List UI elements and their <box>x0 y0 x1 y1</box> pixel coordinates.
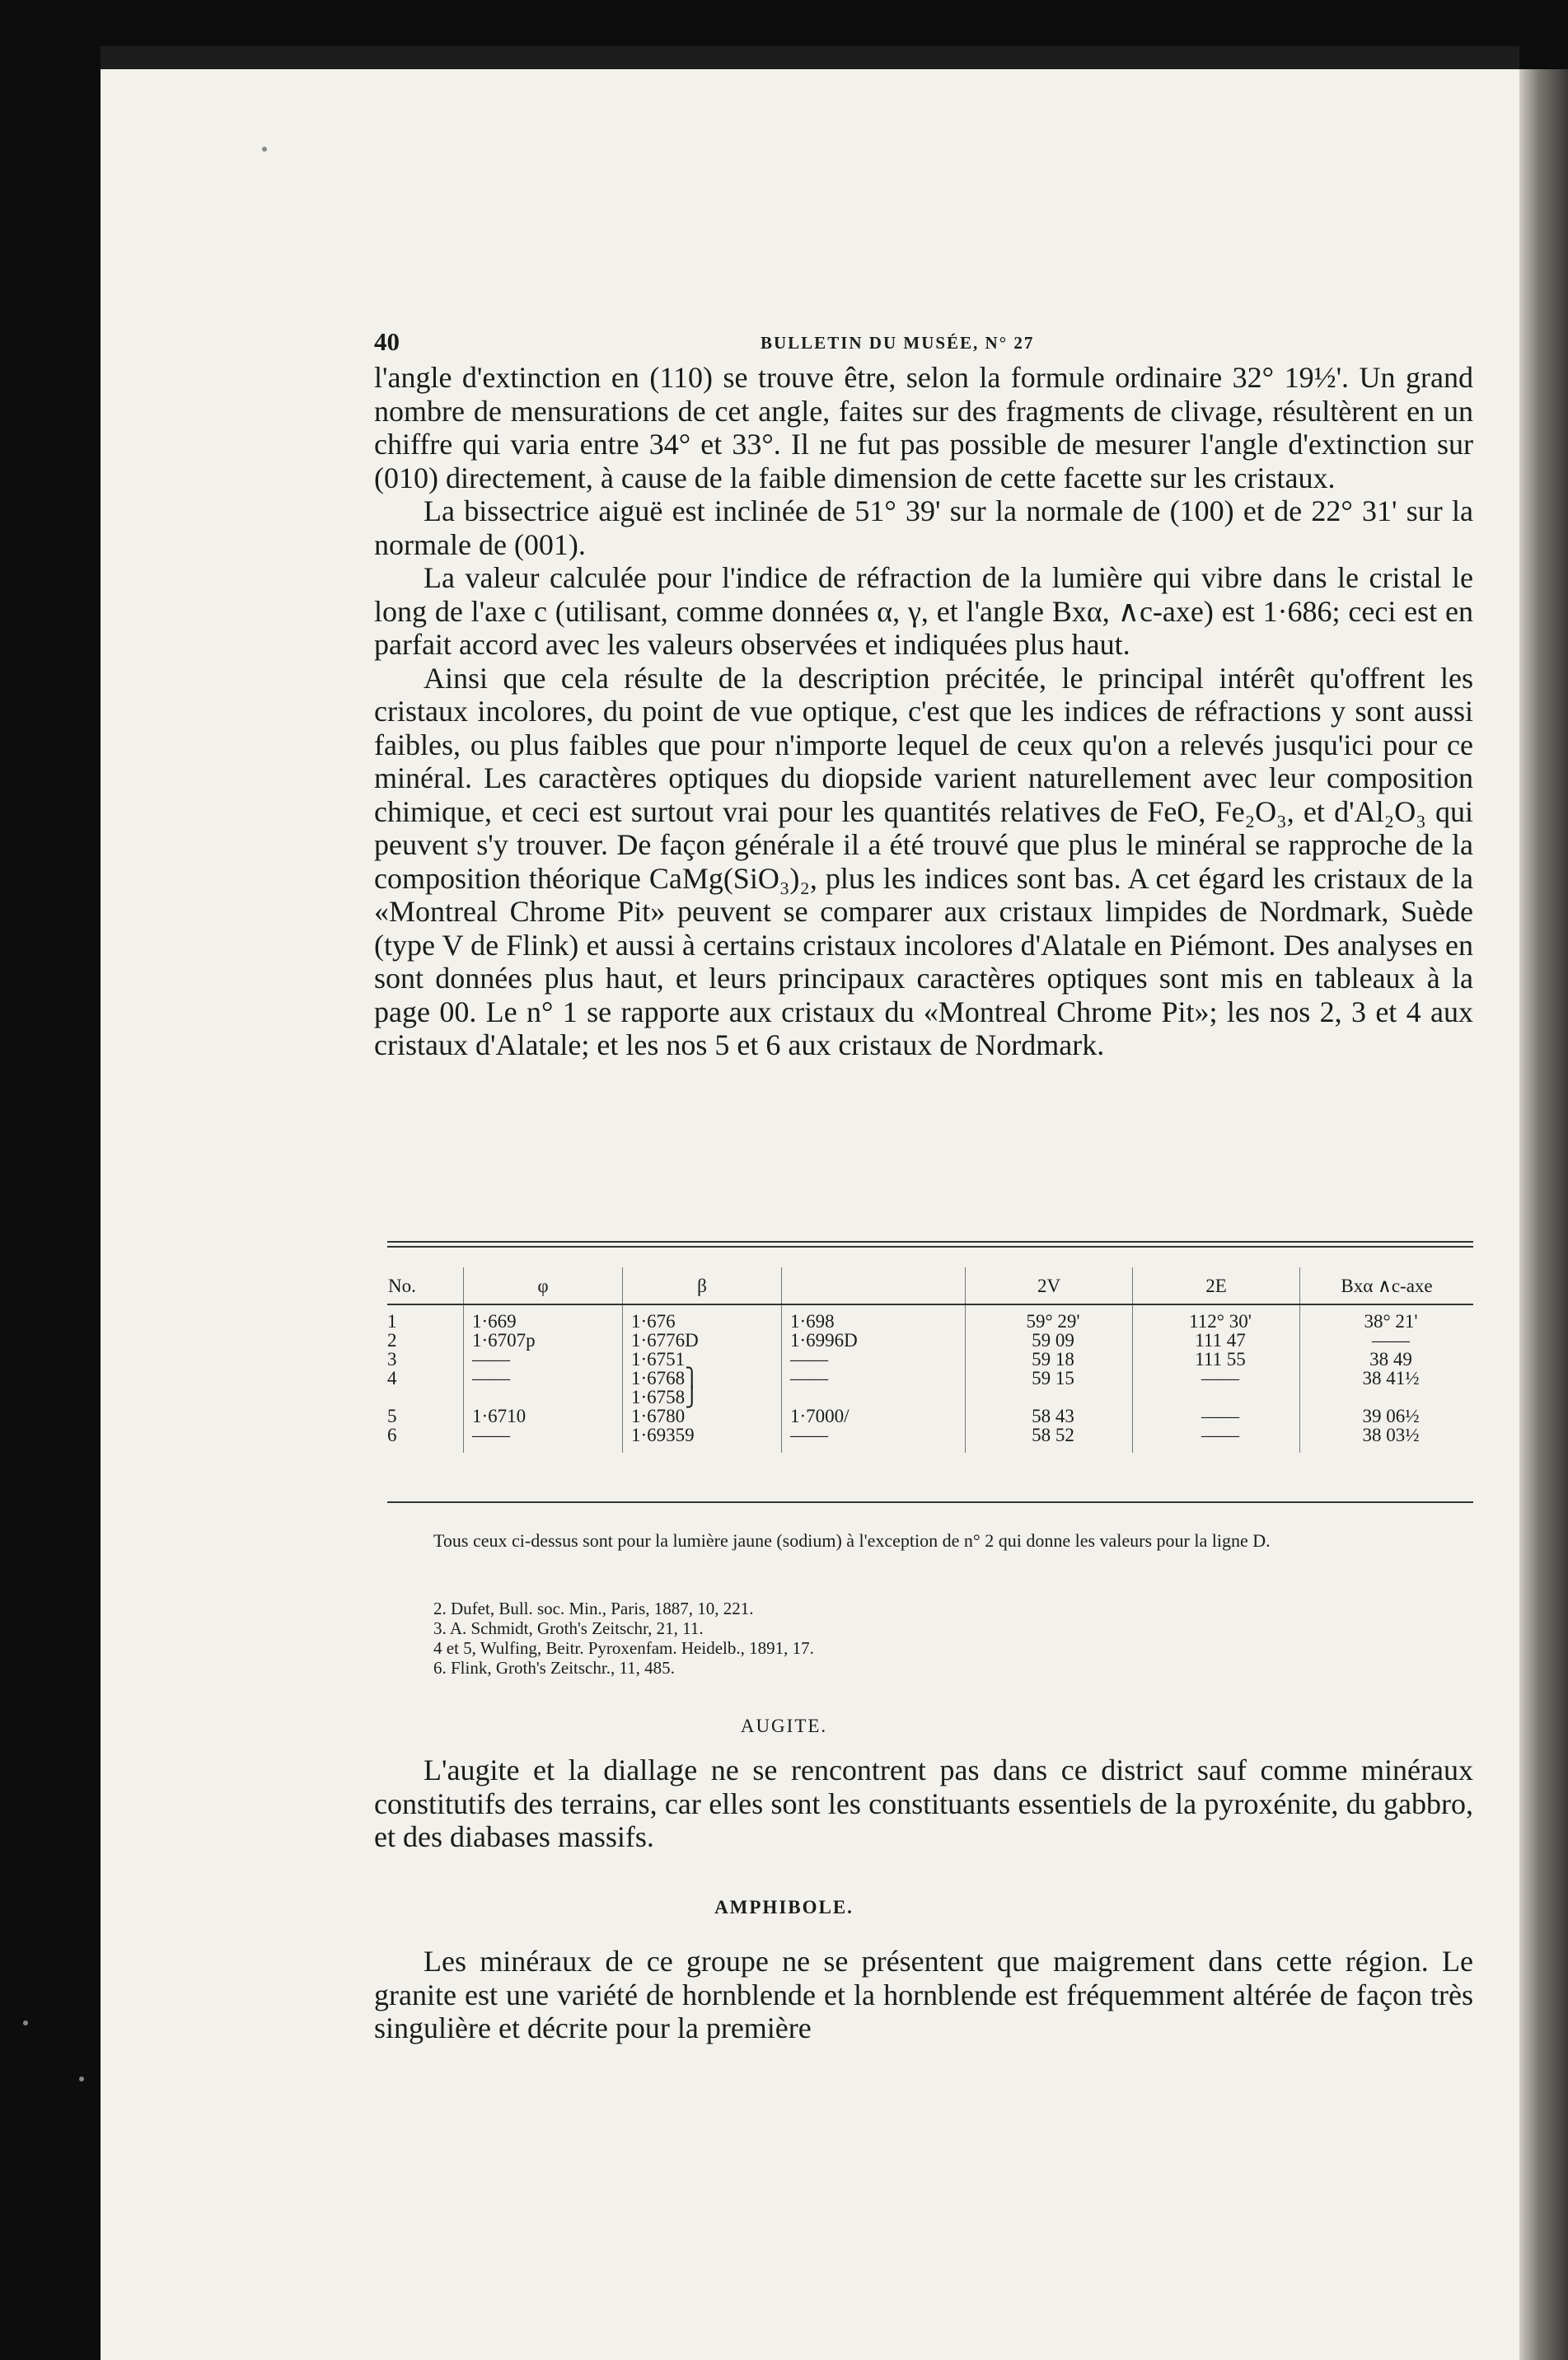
table-cell: 1·669 <box>464 1304 623 1331</box>
table-cell: —— <box>782 1369 966 1388</box>
scan-speck <box>79 2077 84 2081</box>
page-number: 40 <box>374 327 400 356</box>
section-heading-augite: AUGITE. <box>740 1716 828 1736</box>
table-cell: —— <box>1133 1426 1300 1453</box>
running-head: BULLETIN DU MUSÉE, N° 27 <box>761 333 1035 353</box>
table-cell: —— <box>464 1350 623 1369</box>
reference-item: 2. Dufet, Bull. soc. Min., Paris, 1887, 10, 221. <box>433 1599 754 1618</box>
table-footnote: Tous ceux ci-dessus sont pour la lumière jaune (sodium) à l'exception de n° 2 qui donne les valeurs pour la ligne D. <box>433 1530 1271 1551</box>
section-heading-amphibole: AMPHIBOLE. <box>714 1897 854 1918</box>
table-row <box>387 1331 1473 1350</box>
table-cell: 39 06½ <box>1300 1407 1474 1426</box>
table-row <box>387 1388 1473 1407</box>
table-cell: 59 18 <box>966 1350 1133 1369</box>
table-bottom-rule <box>387 1501 1473 1503</box>
body-text <box>374 361 1473 1062</box>
table-cell: —— <box>782 1350 966 1369</box>
table-cell: 1·6776D <box>623 1331 782 1350</box>
scan-top-border <box>101 46 1519 69</box>
table-row <box>387 1350 1473 1369</box>
table-cell: 58 43 <box>966 1407 1133 1426</box>
optical-data-table <box>387 1267 1473 1453</box>
paragraph: L'augite et la diallage ne se rencontrent pas dans ce district sauf comme minéraux constitutifs des terrains, car elles sont les constituants essentiels de la pyroxénite, du gabbro, et des diabases massifs. <box>374 1754 1473 1853</box>
column-header: 2E <box>1133 1267 1300 1304</box>
column-header: φ <box>464 1267 623 1304</box>
table-cell <box>387 1388 464 1407</box>
table-cell <box>1133 1388 1300 1407</box>
table-cell: 59 09 <box>966 1331 1133 1350</box>
table-header-row <box>387 1267 1473 1304</box>
table-cell: 1 <box>387 1311 397 1332</box>
table-cell: 59 15 <box>966 1369 1133 1388</box>
table-cell <box>782 1388 966 1407</box>
paragraph: La valeur calculée pour l'indice de réfraction de la lumière qui vibre dans le cristal le long de l'axe c (utilisant, comme données α, γ, et l'angle Bxα, ∧c-axe) est 1·686; ceci est en parfait accord avec les valeurs observées et indiquées plus haut. <box>374 561 1473 661</box>
table-cell: 111 47 <box>1133 1331 1300 1350</box>
table-cell: 6 <box>387 1425 397 1445</box>
table-row <box>387 1407 1473 1426</box>
table-cell: 111 55 <box>1133 1350 1300 1369</box>
scan-speck <box>262 147 267 152</box>
table-cell: 1·6751 <box>623 1350 782 1369</box>
table-cell: 1·69359 <box>623 1426 782 1453</box>
scan-speck <box>23 2021 28 2025</box>
reference-list <box>433 1599 814 1678</box>
column-header: 2V <box>966 1267 1133 1304</box>
table-row <box>387 1426 1473 1453</box>
table-row <box>387 1369 1473 1388</box>
table-cell: 3 <box>387 1349 397 1370</box>
table-top-rule <box>387 1241 1473 1243</box>
table-cell: 38 41½ <box>1300 1369 1474 1388</box>
reference-item: 6. Flink, Groth's Zeitschr., 11, 485. <box>433 1658 675 1678</box>
column-header: No. <box>387 1267 464 1304</box>
table-cell: —— <box>1300 1331 1474 1350</box>
paragraph: l'angle d'extinction en (110) se trouve être, selon la formule ordinaire 32° 19½'. Un grand nombre de mensurations de cet angle, faites sur des fragments de clivage, résultèrent en un chiffre qui varia entre 34° et 33°. Il ne fut pas possible de mesurer l'angle d'extinction sur (010) directement, à cause de la faible dimension de cette facette sur les cristaux. <box>374 361 1473 494</box>
table-cell <box>1300 1388 1474 1407</box>
section-body-amphibole <box>374 1945 1473 2045</box>
table-cell: —— <box>782 1426 966 1453</box>
column-header: Bxα ∧c-axe <box>1300 1267 1474 1304</box>
table-cell: 38 03½ <box>1300 1426 1474 1453</box>
table-cell: 2 <box>387 1330 397 1351</box>
table-cell: —— <box>1133 1407 1300 1426</box>
table-cell: 1·6710 <box>464 1407 623 1426</box>
column-header: β <box>623 1267 782 1304</box>
table-cell: 1·6996D <box>782 1331 966 1350</box>
column-header <box>782 1267 966 1304</box>
table-cell: 38° 21' <box>1300 1304 1474 1331</box>
table-cell: 1·6758⎭ <box>623 1388 782 1407</box>
table-cell: 58 52 <box>966 1426 1133 1453</box>
table-cell: —— <box>1133 1369 1300 1388</box>
reference-item: 4 et 5, Wulfing, Beitr. Pyroxenfam. Heidelb., 1891, 17. <box>433 1638 814 1658</box>
table-cell: 38 49 <box>1300 1350 1474 1369</box>
paragraph: Ainsi que cela résulte de la description précitée, le principal intérêt qu'offrent les cristaux incolores, du point de vue optique, c'est que les indices de réfractions y sont aussi faibles, ou plus faibles que pour n'importe lequel de ceux qu'on a relevés jusqu'ici pour ce minéral. Les caractères optiques du diopside varient naturellement avec leur composition chimique, et ceci est surtout vrai pour les quantités relatives de FeO, Fe₂O₃, et d'Al₂O₃ qui peuvent s'y trouver. De façon générale il a été trouvé que plus le minéral se rapproche de la composition théorique CaMg(SiO₃)₂, plus les indices sont bas. A cet égard les cristaux de la «Montreal Chrome Pit» peuvent se comparer aux cristaux limpides de Nordmark, Suède (type V de Flink) et aussi à certains cristaux incolores d'Alatale en Piémont. Des analyses en sont données plus haut, et leurs principaux caractères optiques sont mis en tableaux à la page 00. Le n° 1 se rapporte aux cristaux du «Montreal Chrome Pit»; les nos 2, 3 et 4 aux cristaux d'Alatale; et les nos 5 et 6 aux cristaux de Nordmark. <box>374 661 1473 1061</box>
table-cell: 5 <box>387 1406 397 1426</box>
table-row <box>387 1304 1473 1331</box>
table-cell: —— <box>464 1369 623 1388</box>
table-cell: 1·676 <box>623 1304 782 1331</box>
table-cell: —— <box>464 1426 623 1453</box>
table-cell: 1·6768⎫ <box>623 1369 782 1388</box>
reference-item: 3. A. Schmidt, Groth's Zeitschr, 21, 11. <box>433 1618 704 1638</box>
table-cell: 1·7000/ <box>782 1407 966 1426</box>
scan-page-edge <box>1519 69 1568 2360</box>
table-cell: 1·6707p <box>464 1331 623 1350</box>
table-cell: 1·698 <box>782 1304 966 1331</box>
table-cell <box>464 1388 623 1407</box>
table-cell: 1·6780 <box>623 1407 782 1426</box>
paragraph: Les minéraux de ce groupe ne se présentent que maigrement dans cette région. Le granite est une variété de hornblende et la hornblende est fréquemment altérée de façon très singulière et décrite pour la première <box>374 1945 1473 2044</box>
table-cell: 59° 29' <box>966 1304 1133 1331</box>
paragraph: La bissectrice aiguë est inclinée de 51° 39' sur la normale de (100) et de 22° 31' sur la normale de (001). <box>374 494 1473 561</box>
table-cell: 112° 30' <box>1133 1304 1300 1331</box>
table-cell: 4 <box>387 1368 397 1388</box>
table-top-rule <box>387 1246 1473 1248</box>
table-cell <box>966 1388 1133 1407</box>
section-body-augite <box>374 1754 1473 1854</box>
